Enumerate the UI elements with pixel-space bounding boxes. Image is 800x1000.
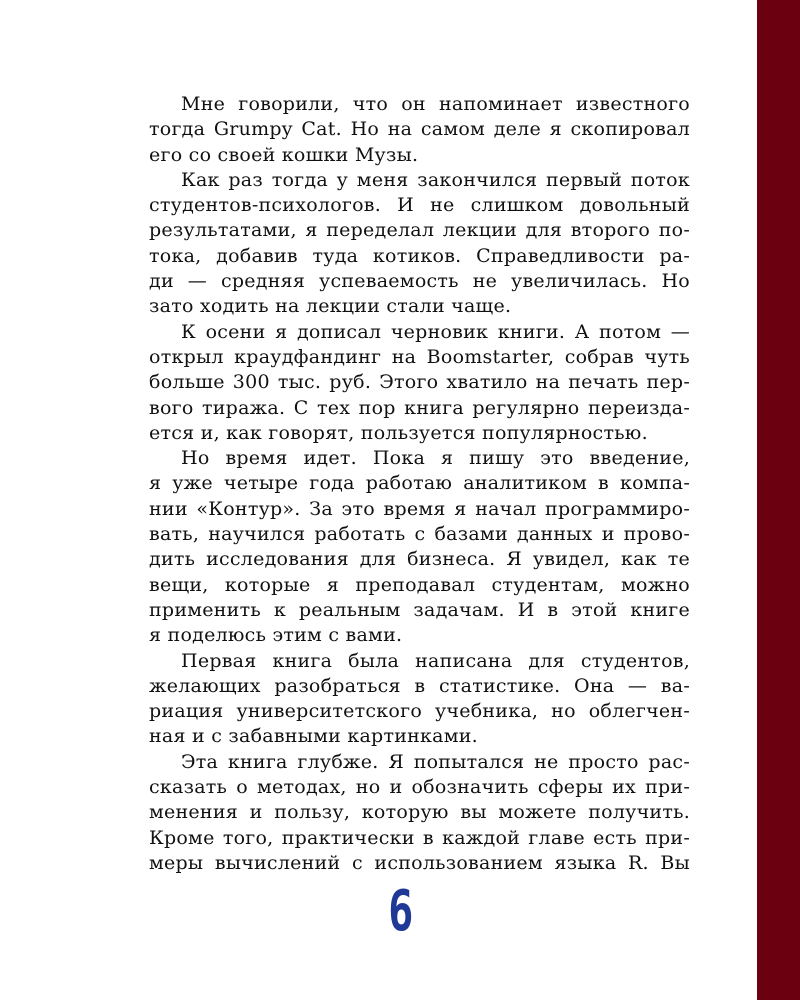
text-line: его со своей кошки Музы. [149,143,419,166]
text-line: менения и пользу, которую вы можете получить. [149,801,690,824]
text-line: дить исследования для бизнеса. Я увидел, как те [149,548,690,571]
text-line: результатами, я переделал лекции для второго по- [149,219,690,242]
text-line: ется и, как говорят, пользуется популярностью. [149,421,648,444]
text-line: сказать о методах, но и обозначить сферы их при- [149,776,690,799]
paragraph [117,168,690,320]
text-line: зато ходить на лекции стали чаще. [149,295,512,318]
paragraph [117,750,690,876]
text-line: Первая книга была написана для студентов, [181,649,690,672]
text-line: Кроме того, практически в каждой главе есть при- [149,826,690,849]
text-line: я поделюсь этим с вами. [149,624,403,647]
paragraph [117,320,690,446]
text-line: Но время идет. Пока я пишу это введение, [181,447,690,470]
paragraph [117,649,690,750]
text-line: открыл краудфандинг на Boomstarter, собрав чуть [149,345,690,368]
text-line: риация университетского учебника, но облегчен- [149,700,690,723]
text-line: желающих разобраться в статистике. Она — ва- [149,674,690,697]
page-number: 6 [388,879,414,944]
text-line: применить к реальным задачам. И в этой книге [149,598,690,621]
text-line: К осени я дописал черновик книги. А потом — [181,320,690,343]
text-line: Мне говорили, что он напоминает известного [181,93,690,115]
text-line: Как раз тогда у меня закончился первый поток [181,168,690,191]
text-line: тогда Grumpy Cat. Но на самом деле я скопировал [149,118,690,141]
text-line: вого тиража. С тех пор книга регулярно переизда- [149,396,690,419]
text-line: Эта книга глубже. Я попытался не просто рас- [181,750,690,773]
paragraph [117,92,690,168]
text-line: я уже четыре года работаю аналитиком в компа- [149,472,690,495]
text-line: вать, научился работать с базами данных и прово- [149,523,690,546]
text-line: вещи, которые я преподавал студентам, можно [149,573,690,596]
text-line: студентов-психологов. И не слишком довольный [149,194,690,217]
body-text [117,92,690,876]
text-line: нии «Контур». За это время я начал программиро- [149,497,690,520]
text-line: больше 300 тыс. руб. Этого хватило на печать пер- [149,371,690,394]
side-color-band [757,0,800,1000]
text-line: меры вычислений с использованием языка R. Вы [149,851,690,874]
text-line: тока, добавив туда котиков. Справедливости ра- [149,244,690,267]
paragraph [117,446,690,648]
text-line: ди — средняя успеваемость не увеличилась. Но [149,270,690,293]
text-line: ная и с забавными картинками. [149,725,478,748]
